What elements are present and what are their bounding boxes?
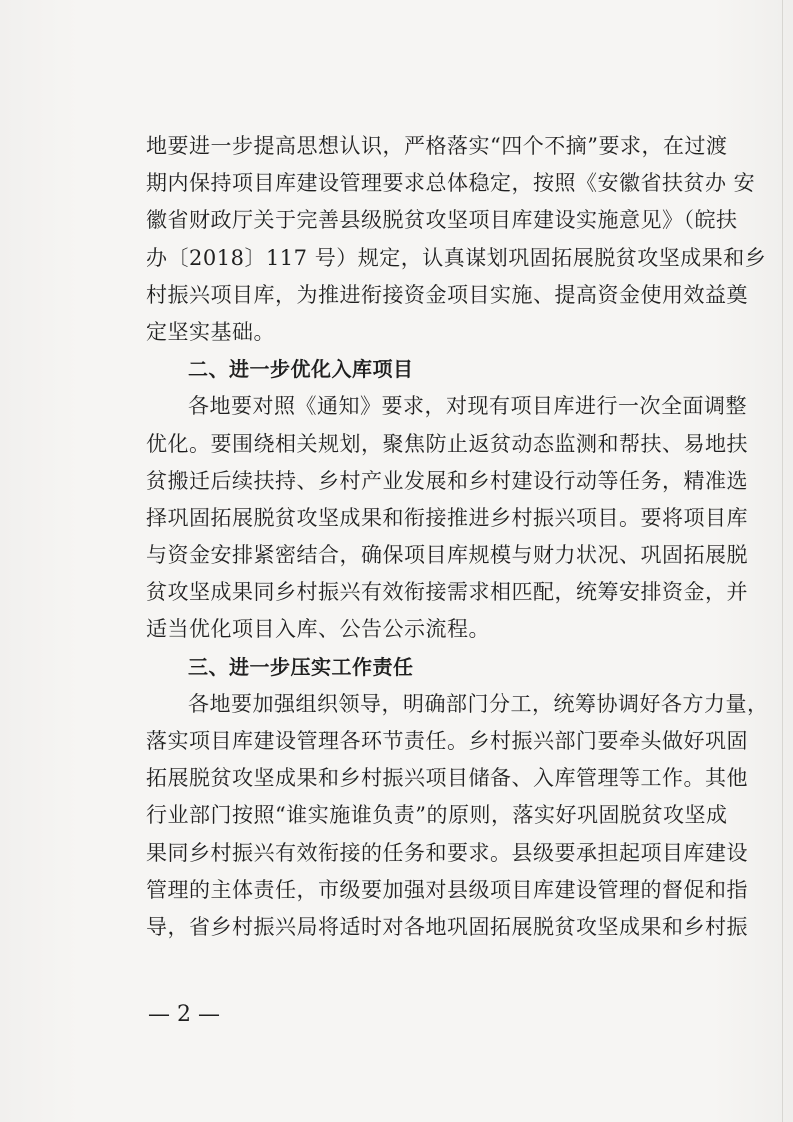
page-edge-line <box>782 0 783 1122</box>
paragraph-continuation <box>146 128 767 351</box>
text-line: 拓展脱贫攻坚成果和乡村振兴项目储备、入库管理等工作。其他 <box>146 766 748 791</box>
page-number: — 2 — <box>148 1002 220 1027</box>
text-line: 优化。要围绕相关规划，聚焦防止返贫动态监测和帮扶、易地扶 <box>146 431 748 456</box>
text-line: 各地要对照《通知》要求，对现有项目库进行一次全面调整 <box>188 394 747 419</box>
text-line: 贫搬迁后续扶持、乡村产业发展和乡村建设行动等任务，精准选 <box>146 468 748 493</box>
text-line: 行业部门按照“谁实施谁负责”的原则，落实好巩固脱贫攻坚成 <box>146 803 728 828</box>
text-line: 各地要加强组织领导，明确部门分工，统筹协调好各方力量， <box>188 691 769 716</box>
text-line: 地要进一步提高思想认识，严格落实“四个不摘”要求，在过渡 <box>146 134 728 158</box>
document-body <box>146 128 769 946</box>
text-line: 果同乡村振兴有效衔接的任务和要求。县级要承担起项目库建设 <box>146 840 748 865</box>
text-line: 管理的主体责任，市级要加强对县级项目库建设管理的督促和指 <box>146 877 748 902</box>
text-line: 与资金安排紧密结合，确保项目库规模与财力状况、巩固拓展脱 <box>146 543 748 568</box>
text-line: 导，省乡村振兴局将适时对各地巩固拓展脱贫攻坚成果和乡村振 <box>146 914 748 939</box>
text-line: 定坚实基础。 <box>146 319 275 344</box>
text-line: 择巩固拓展脱贫攻坚成果和衔接推进乡村振兴项目。要将项目库 <box>146 505 748 530</box>
paragraph-optimize-projects <box>146 388 746 648</box>
paragraph-responsibility <box>146 686 769 946</box>
text-line: 期内保持项目库建设管理要求总体稳定，按照《安徽省扶贫办 安 <box>146 171 756 196</box>
text-line: 适当优化项目入库、公告公示流程。 <box>146 617 490 642</box>
section-heading-2: 二、进一步优化入库项目 <box>188 357 414 382</box>
text-line: 贫攻坚成果同乡村振兴有效衔接需求相匹配，统筹安排资金，并 <box>146 580 748 605</box>
section-heading-3: 三、进一步压实工作责任 <box>188 654 414 679</box>
text-line: 办〔2018〕117 号）规定，认真谋划巩固拓展脱贫攻坚成果和乡 <box>146 245 767 270</box>
text-line: 村振兴项目库，为推进衔接资金项目实施、提高资金使用效益奠 <box>146 282 748 307</box>
text-line: 落实项目库建设管理各环节责任。乡村振兴部门要牵头做好巩固 <box>146 729 748 753</box>
text-line: 徽省财政厅关于完善县级脱贫攻坚项目库建设实施意见》（皖扶 <box>146 208 738 233</box>
